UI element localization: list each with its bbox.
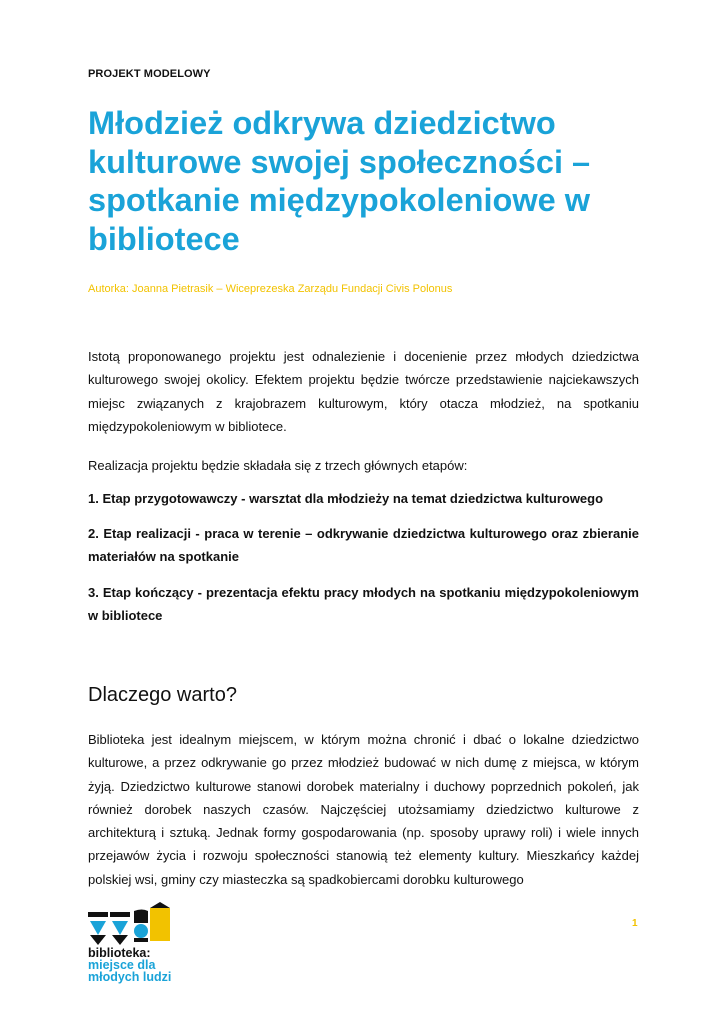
logo-line-1: biblioteka: (88, 946, 151, 960)
page-number: 1 (632, 918, 638, 929)
author-line: Autorka: Joanna Pietrasik – Wiceprezeska Zarządu Fundacji Civis Polonus (88, 283, 453, 295)
logo (86, 899, 186, 991)
logo-line-3: młodych ludzi (88, 970, 172, 984)
stage-1: 1. Etap przygotowawczy - warsztat dla młodzieży na temat dziedzictwa kulturowego (88, 491, 604, 506)
stages-intro: Realizacja projektu będzie składała się z trzech głównych etapów: (88, 458, 468, 473)
logo-mark-icon (86, 899, 186, 949)
stage-2: 2. Etap realizacji - praca w terenie – odkrywanie dziedzictwa kulturowego oraz zbieranie materiałów na spotkanie (88, 526, 639, 565)
logo-line-2: miejsce dla (88, 958, 156, 972)
logo-text (88, 947, 171, 983)
section-paragraph: Biblioteka jest idealnym miejscem, w którym można chronić i dbać o lokalne dziedzictwo kulturowe, a przez odkrywanie go przez młodzież budować w nich dumę z miejsca, w którym żyją. Dziedzictwo kulturowe stanowi dorobek materialny i duchowy poprzednich pokoleń, jak również dorobek naszych czasów. Najczęściej utożsamiamy dziedzictwo kulturowe z architekturą i sztuką. Jednak formy gospodarowania (np. sposoby uprawy roli) i wiele innych przejawów życia i rozwoju społeczności stanowią też elementy kultury. Mieszkańcy każdej polskiej wsi, gminy czy miasteczka są spadkobiercami dorobku kulturowego (88, 732, 639, 887)
document-kicker: PROJEKT MODELOWY (88, 68, 211, 80)
intro-paragraph: Istotą proponowanego projektu jest odnalezienie i docenienie przez młodych dziedzictwa kulturowego swojej okolicy. Efektem projektu będzie twórcze przedstawienie najciekawszych miejsc związanych z krajobrazem kulturowym, który otacza młodzież, na spotkaniu międzypokoleniowym w bibliotece. (88, 349, 639, 434)
document-title: Młodzież odkrywa dziedzictwo kulturowe swojej społeczności – spotkanie międzypokoleniowe w bibliotece (88, 105, 591, 257)
section-heading: Dlaczego warto? (88, 684, 237, 706)
stage-3: 3. Etap kończący - prezentacja efektu pracy młodych na spotkaniu międzypokoleniowym w bibliotece (88, 585, 639, 624)
